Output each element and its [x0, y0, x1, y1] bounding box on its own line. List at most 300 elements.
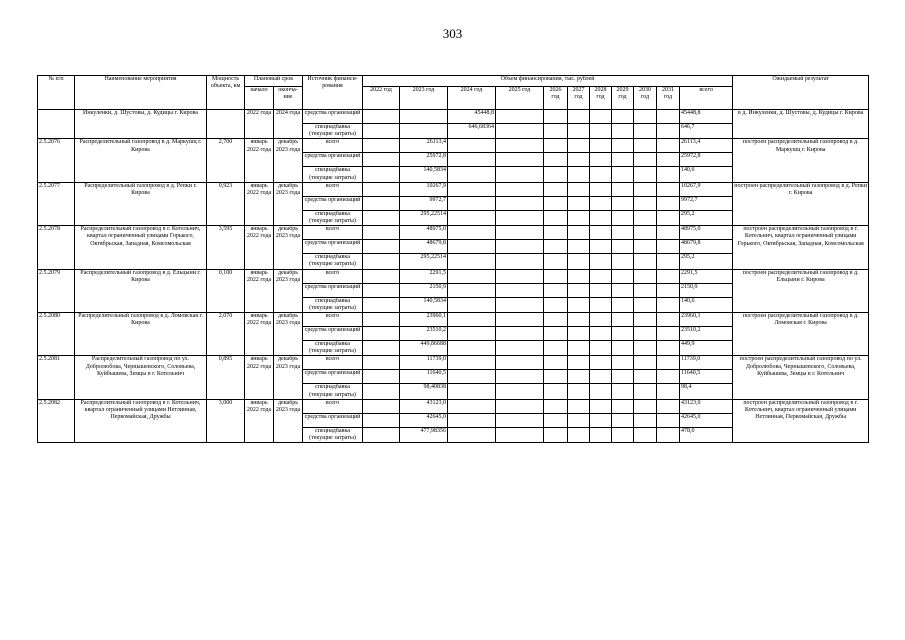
value-2031 [657, 153, 680, 167]
row-number: 2.5.2076 [38, 139, 75, 182]
value-2022 [363, 167, 400, 182]
value-2023: 140,5834 [400, 167, 448, 182]
value-2030 [634, 167, 657, 182]
value-total: 9972,7 [680, 196, 733, 210]
value-total: 449,9 [680, 341, 733, 356]
value-2031 [657, 356, 680, 370]
value-2028 [590, 167, 612, 182]
value-2028 [590, 196, 612, 210]
value-2025 [496, 413, 544, 427]
value-2028 [590, 254, 612, 269]
value-total: 25972,8 [680, 153, 733, 167]
value-2026 [544, 110, 568, 124]
financing-table [37, 75, 869, 443]
capacity-value: 2,070 [207, 313, 245, 356]
value-total: 43123,0 [680, 399, 733, 413]
value-2029 [612, 196, 634, 210]
header-year: 2027 год [568, 87, 590, 110]
value-2027 [568, 196, 590, 210]
value-2025 [496, 124, 544, 139]
term-start: январь 2022 года [245, 226, 274, 269]
value-2029 [612, 182, 634, 196]
table-row [38, 182, 869, 196]
value-total: 42645,0 [680, 413, 733, 427]
value-2028 [590, 182, 612, 196]
value-2026 [544, 226, 568, 240]
value-2030 [634, 399, 657, 413]
expected-result: построен распределительный газопровод в д. Репки г. Кирова [733, 182, 869, 225]
value-2022 [363, 139, 400, 153]
value-total: 295,2 [680, 210, 733, 225]
value-2027 [568, 413, 590, 427]
value-total: 23960,1 [680, 313, 733, 327]
value-2029 [612, 399, 634, 413]
funding-source: всего [303, 356, 363, 370]
value-2031 [657, 427, 680, 442]
value-2026 [544, 153, 568, 167]
table-row [38, 110, 869, 124]
page-number: 303 [442, 26, 463, 41]
table-row [38, 226, 869, 240]
value-2030 [634, 139, 657, 153]
value-2022 [363, 327, 400, 341]
value-2024 [448, 240, 496, 254]
value-2027 [568, 226, 590, 240]
value-2029 [612, 124, 634, 139]
value-2028 [590, 370, 612, 384]
term-start: 2022 года [245, 110, 274, 139]
value-2027 [568, 297, 590, 312]
funding-source: всего [303, 139, 363, 153]
funding-source: всего [303, 182, 363, 196]
value-2028 [590, 283, 612, 297]
value-2027 [568, 240, 590, 254]
header-year: 2024 год [448, 87, 496, 110]
value-2030 [634, 313, 657, 327]
value-2025 [496, 297, 544, 312]
value-2028 [590, 327, 612, 341]
value-2024 [448, 182, 496, 196]
event-name: Распределительный газопровод по ул. Добролюбова, Чернышевского, Соловьева, Куйбышева, Земцы в г. Котельнич [75, 356, 207, 399]
value-2026 [544, 139, 568, 153]
value-2023: 48975,0 [400, 226, 448, 240]
expected-result: построен распределительный газопровод в г. Котельнич, квартал ограниченный улицами Горького, Октябрьская, Западная, Комсомольская [733, 226, 869, 269]
table-row [38, 399, 869, 413]
value-2028 [590, 124, 612, 139]
value-2023: 140,5834 [400, 297, 448, 312]
value-2031 [657, 269, 680, 283]
event-name: Распределительный газопровод в д. Ельцыни г. Кирова [75, 269, 207, 312]
value-2025 [496, 399, 544, 413]
value-2030 [634, 327, 657, 341]
value-2023: 42645,0 [400, 413, 448, 427]
value-2029 [612, 327, 634, 341]
value-total: 295,2 [680, 254, 733, 269]
value-2028 [590, 210, 612, 225]
value-2025 [496, 226, 544, 240]
value-2029 [612, 283, 634, 297]
value-2022 [363, 254, 400, 269]
value-2024 [448, 167, 496, 182]
value-2026 [544, 370, 568, 384]
value-total: 2291,5 [680, 269, 733, 283]
value-2031 [657, 182, 680, 196]
event-name: Распределительный газопровод в г. Котельнич, квартал ограниченный улицами Нетлинная, Первомайская, Дружбы [75, 399, 207, 442]
capacity-value: 2,700 [207, 139, 245, 182]
row-number: 2.5.2078 [38, 226, 75, 269]
value-2027 [568, 313, 590, 327]
header-term-start: начало [245, 87, 274, 110]
value-2027 [568, 182, 590, 196]
table-row [38, 269, 869, 283]
term-start: январь 2022 года [245, 269, 274, 312]
value-2024 [448, 413, 496, 427]
value-2029 [612, 427, 634, 442]
value-2031 [657, 399, 680, 413]
value-2024: 646,68364 [448, 124, 496, 139]
term-end: декабрь 2023 года [274, 399, 303, 442]
value-2023: 43123,0 [400, 399, 448, 413]
value-2029 [612, 167, 634, 182]
value-2022 [363, 124, 400, 139]
value-total: 2150,9 [680, 283, 733, 297]
value-total: 48679,8 [680, 240, 733, 254]
value-2025 [496, 269, 544, 283]
header-year: 2031 год [657, 87, 680, 110]
value-2024 [448, 356, 496, 370]
table-row [38, 356, 869, 370]
value-2025 [496, 167, 544, 182]
value-2031 [657, 370, 680, 384]
value-2030 [634, 210, 657, 225]
value-2027 [568, 327, 590, 341]
value-2026 [544, 182, 568, 196]
value-2024 [448, 370, 496, 384]
value-2029 [612, 356, 634, 370]
term-end: декабрь 2023 года [274, 356, 303, 399]
value-2025 [496, 427, 544, 442]
term-start: январь 2022 года [245, 139, 274, 182]
row-number: 2.5.2080 [38, 313, 75, 356]
value-2031 [657, 210, 680, 225]
value-total: 10267,9 [680, 182, 733, 196]
term-end: декабрь 2023 года [274, 139, 303, 182]
value-2026 [544, 297, 568, 312]
value-2022 [363, 399, 400, 413]
table-body [38, 110, 869, 443]
value-2031 [657, 124, 680, 139]
table-header [38, 76, 869, 110]
funding-source: спецнадбавка (текущие затраты) [303, 297, 363, 312]
capacity-value: 3,595 [207, 226, 245, 269]
value-2027 [568, 269, 590, 283]
value-2026 [544, 210, 568, 225]
capacity-value: 0,100 [207, 269, 245, 312]
value-2030 [634, 110, 657, 124]
value-2028 [590, 240, 612, 254]
value-2028 [590, 226, 612, 240]
value-2026 [544, 327, 568, 341]
value-2023: 11739,0 [400, 356, 448, 370]
value-2024 [448, 313, 496, 327]
value-2026 [544, 269, 568, 283]
funding-source: спецнадбавка (текущие затраты) [303, 254, 363, 269]
value-2026 [544, 124, 568, 139]
expected-result: построен распределительный газопровод в г. Котельнич, квартал ограниченный улицами Нетлинная, Первомайская, Дружбы [733, 399, 869, 442]
value-2031 [657, 313, 680, 327]
capacity-value: 3,000 [207, 399, 245, 442]
value-2027 [568, 341, 590, 356]
value-2024 [448, 226, 496, 240]
term-end: декабрь 2023 года [274, 269, 303, 312]
funding-source: средства организаций [303, 413, 363, 427]
header-num: № п/п [38, 76, 75, 110]
value-2025 [496, 240, 544, 254]
funding-source: спецнадбавка (текущие затраты) [303, 210, 363, 225]
value-2028 [590, 297, 612, 312]
value-2030 [634, 254, 657, 269]
value-2027 [568, 167, 590, 182]
value-2030 [634, 269, 657, 283]
capacity-value: 0,895 [207, 356, 245, 399]
funding-source: средства организаций [303, 110, 363, 124]
value-2027 [568, 427, 590, 442]
value-2023: 48679,8 [400, 240, 448, 254]
value-2027 [568, 124, 590, 139]
value-2030 [634, 226, 657, 240]
value-2023: 9972,7 [400, 196, 448, 210]
value-2023: 26113,4 [400, 139, 448, 153]
value-2023: 23510,2 [400, 327, 448, 341]
term-end: 2024 года [274, 110, 303, 139]
value-2023: 25972,8 [400, 153, 448, 167]
value-2025 [496, 341, 544, 356]
value-2027 [568, 283, 590, 297]
value-2022 [363, 427, 400, 442]
value-2024: 45448,8 [448, 110, 496, 124]
value-2022 [363, 153, 400, 167]
value-2029 [612, 413, 634, 427]
expected-result: построен распределительный газопровод в д. Маркушц г. Кирова [733, 139, 869, 182]
term-start: январь 2022 года [245, 313, 274, 356]
value-2028 [590, 384, 612, 399]
event-name: Распределительный газопровод в д. Маркушц г. Кирова [75, 139, 207, 182]
value-2023: 295,22514 [400, 254, 448, 269]
value-total: 11640,5 [680, 370, 733, 384]
value-2022 [363, 356, 400, 370]
value-2026 [544, 196, 568, 210]
value-2025 [496, 110, 544, 124]
value-2030 [634, 413, 657, 427]
funding-source: всего [303, 313, 363, 327]
value-total: 23510,2 [680, 327, 733, 341]
header-name: Наименование мероприятия [75, 76, 207, 110]
value-2026 [544, 356, 568, 370]
expected-result: построен распределительный газопровод по ул. Добролюбова, Чернышевского, Соловьева, Куйбышева, Земцы в г. Котельнич [733, 356, 869, 399]
value-2024 [448, 196, 496, 210]
term-start: январь 2022 года [245, 399, 274, 442]
term-start: январь 2022 года [245, 182, 274, 225]
value-2024 [448, 139, 496, 153]
event-name: Распределительный газопровод в д. Репки г. Кирова [75, 182, 207, 225]
value-2028 [590, 413, 612, 427]
term-end: декабрь 2023 года [274, 313, 303, 356]
value-2026 [544, 427, 568, 442]
funding-source: спецнадбавка (текущие затраты) [303, 124, 363, 139]
value-2029 [612, 384, 634, 399]
value-2023: 2291,5 [400, 269, 448, 283]
value-2022 [363, 297, 400, 312]
value-2024 [448, 297, 496, 312]
value-2031 [657, 196, 680, 210]
value-2022 [363, 384, 400, 399]
value-2024 [448, 283, 496, 297]
value-2023: 2150,9 [400, 283, 448, 297]
value-2023 [400, 124, 448, 139]
value-2031 [657, 283, 680, 297]
value-2024 [448, 269, 496, 283]
value-2028 [590, 313, 612, 327]
value-2023 [400, 110, 448, 124]
value-2025 [496, 356, 544, 370]
term-start: январь 2022 года [245, 356, 274, 399]
value-2030 [634, 341, 657, 356]
value-2026 [544, 167, 568, 182]
value-total: 45448,8 [680, 110, 733, 124]
value-2030 [634, 356, 657, 370]
value-2025 [496, 153, 544, 167]
value-2022 [363, 110, 400, 124]
table-row [38, 139, 869, 153]
value-2029 [612, 210, 634, 225]
value-2024 [448, 327, 496, 341]
header-volume: Объем финансирования, тыс. рублей [363, 76, 733, 87]
expected-result: построен распределительный газопровод в д. Ломовская г. Кирова [733, 313, 869, 356]
value-2027 [568, 356, 590, 370]
value-2029 [612, 313, 634, 327]
funding-source: средства организаций [303, 196, 363, 210]
value-2023: 477,98356 [400, 427, 448, 442]
value-2031 [657, 167, 680, 182]
value-2031 [657, 413, 680, 427]
row-number: 2.5.2082 [38, 399, 75, 442]
value-2029 [612, 240, 634, 254]
value-2022 [363, 269, 400, 283]
value-2027 [568, 139, 590, 153]
value-2029 [612, 269, 634, 283]
value-2031 [657, 341, 680, 356]
row-number [38, 110, 75, 139]
value-2022 [363, 226, 400, 240]
value-2023: 295,22514 [400, 210, 448, 225]
value-2026 [544, 254, 568, 269]
value-2031 [657, 226, 680, 240]
header-capacity: Мощность объекта, км [207, 76, 245, 110]
value-2022 [363, 210, 400, 225]
value-2030 [634, 182, 657, 196]
value-2027 [568, 153, 590, 167]
value-2031 [657, 327, 680, 341]
funding-source: спецнадбавка (текущие затраты) [303, 167, 363, 182]
value-total: 98,4 [680, 384, 733, 399]
value-2026 [544, 341, 568, 356]
value-2025 [496, 182, 544, 196]
header-year: 2022 год [363, 87, 400, 110]
value-2026 [544, 283, 568, 297]
term-end: декабрь 2023 года [274, 182, 303, 225]
value-2027 [568, 110, 590, 124]
value-2030 [634, 370, 657, 384]
value-2029 [612, 370, 634, 384]
value-2024 [448, 254, 496, 269]
funding-source: средства организаций [303, 153, 363, 167]
value-2027 [568, 370, 590, 384]
value-2022 [363, 341, 400, 356]
value-2031 [657, 297, 680, 312]
value-2023: 11640,5 [400, 370, 448, 384]
value-2030 [634, 283, 657, 297]
value-2025 [496, 327, 544, 341]
header-year: 2023 год [400, 87, 448, 110]
value-2031 [657, 240, 680, 254]
value-2030 [634, 196, 657, 210]
value-2029 [612, 297, 634, 312]
value-2031 [657, 254, 680, 269]
header-year: 2029 год [612, 87, 634, 110]
value-2026 [544, 399, 568, 413]
value-2028 [590, 356, 612, 370]
value-2028 [590, 341, 612, 356]
event-name: Инкуленки, д. Шустовы, д. Кудицы г. Кирова [75, 110, 207, 139]
value-2025 [496, 313, 544, 327]
capacity-value [207, 110, 245, 139]
value-2024 [448, 399, 496, 413]
funding-source: всего [303, 226, 363, 240]
value-2027 [568, 399, 590, 413]
header-year: 2026 год [544, 87, 568, 110]
value-2024 [448, 341, 496, 356]
event-name: Распределительный газопровод в д. Ломовская г. Кирова [75, 313, 207, 356]
value-2025 [496, 210, 544, 225]
value-2022 [363, 182, 400, 196]
value-2026 [544, 413, 568, 427]
value-2030 [634, 297, 657, 312]
value-2022 [363, 196, 400, 210]
value-total: 646,7 [680, 124, 733, 139]
row-number: 2.5.2079 [38, 269, 75, 312]
value-2031 [657, 384, 680, 399]
value-2022 [363, 283, 400, 297]
row-number: 2.5.2081 [38, 356, 75, 399]
value-total: 478,0 [680, 427, 733, 442]
value-2029 [612, 226, 634, 240]
value-2023: 449,86688 [400, 341, 448, 356]
value-total: 26113,4 [680, 139, 733, 153]
value-2030 [634, 427, 657, 442]
value-2025 [496, 196, 544, 210]
value-2029 [612, 254, 634, 269]
value-2028 [590, 139, 612, 153]
value-2026 [544, 384, 568, 399]
term-end: декабрь 2023 года [274, 226, 303, 269]
expected-result: построен распределительный газопровод в д. Ельцыни г. Кирова [733, 269, 869, 312]
header-year: 2028 год [590, 87, 612, 110]
value-2022 [363, 313, 400, 327]
value-2030 [634, 240, 657, 254]
table-row [38, 313, 869, 327]
value-2028 [590, 110, 612, 124]
funding-source: средства организаций [303, 327, 363, 341]
